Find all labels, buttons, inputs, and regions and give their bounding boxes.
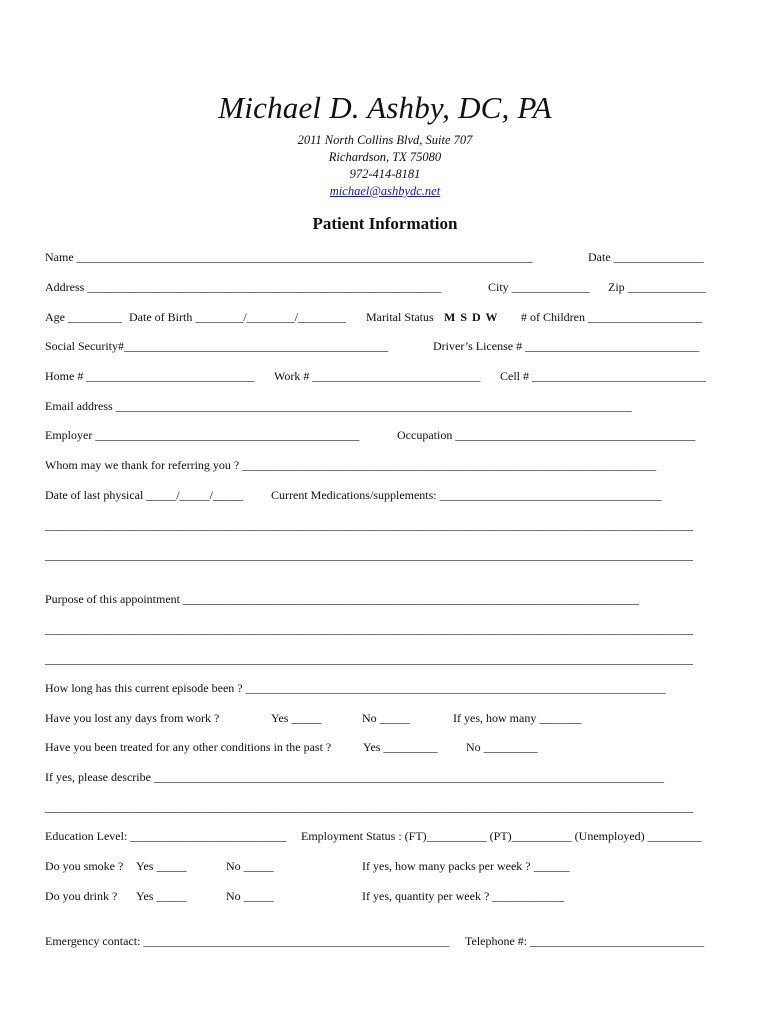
describe-line-2[interactable]: ____________________________________________________________________________________________________________ bbox=[45, 800, 693, 814]
address-line-1: 2011 North Collins Blvd, Suite 707 bbox=[297, 133, 473, 147]
last-physical-field[interactable]: Date of last physical _____/_____/_____ bbox=[45, 488, 243, 502]
email-address-field[interactable]: Email address ______________________________________________________________________________________ bbox=[45, 399, 632, 413]
purpose-line-2[interactable]: ____________________________________________________________________________________________________________ bbox=[45, 622, 693, 636]
purpose-field[interactable]: Purpose of this appointment ____________________________________________________________________________ bbox=[45, 592, 639, 606]
medications-field[interactable]: Current Medications/supplements: _____________________________________ bbox=[271, 488, 662, 502]
address-field[interactable]: Address ___________________________________________________________ bbox=[45, 280, 442, 294]
email-line bbox=[0, 183, 770, 200]
name-field[interactable]: Name ____________________________________________________________________________ bbox=[45, 250, 533, 264]
phone-number: 972-414-8181 bbox=[349, 167, 421, 181]
date-field[interactable]: Date _______________ bbox=[588, 250, 704, 264]
smoke-packs[interactable]: If yes, how many packs per week ? ______ bbox=[362, 859, 570, 873]
episode-duration-field[interactable]: How long has this current episode been ? ______________________________________________________________________ bbox=[45, 681, 666, 695]
zip-field[interactable]: Zip _____________ bbox=[608, 280, 706, 294]
employment-status-field[interactable]: Employment Status : (FT)__________ (PT)__________ (Unemployed) _________ bbox=[301, 829, 702, 843]
emergency-telephone-field[interactable]: Telephone #: _____________________________ bbox=[465, 934, 705, 948]
describe-field[interactable]: If yes, please describe _____________________________________________________________________________________ bbox=[45, 770, 664, 784]
marital-status-options[interactable]: M S D W bbox=[444, 310, 499, 324]
medications-line-3[interactable]: ____________________________________________________________________________________________________________ bbox=[45, 548, 693, 562]
dob-field[interactable]: Date of Birth ________/________/________ bbox=[129, 310, 346, 324]
purpose-line-3[interactable]: ____________________________________________________________________________________________________________ bbox=[45, 652, 693, 666]
drink-quantity[interactable]: If yes, quantity per week ? ____________ bbox=[362, 889, 565, 903]
home-phone-field[interactable]: Home # ____________________________ bbox=[45, 369, 255, 383]
practice-name: Michael D. Ashby, DC, PA bbox=[218, 90, 552, 125]
lost-days-question: Have you lost any days from work ? bbox=[45, 711, 220, 725]
drivers-license-field[interactable]: Driver’s License # _____________________________ bbox=[433, 339, 700, 353]
lost-days-count[interactable]: If yes, how many _______ bbox=[453, 711, 582, 725]
cell-phone-field[interactable]: Cell # _____________________________ bbox=[500, 369, 706, 383]
lost-days-no[interactable]: No _____ bbox=[362, 711, 410, 725]
children-field[interactable]: # of Children ___________________ bbox=[521, 310, 702, 324]
smoke-question: Do you smoke ? bbox=[45, 859, 124, 873]
marital-status-label: Marital Status bbox=[366, 310, 434, 324]
form-title: Patient Information bbox=[312, 214, 458, 233]
social-security-field[interactable]: Social Security#____________________________________________ bbox=[45, 339, 388, 353]
treated-yes[interactable]: Yes _________ bbox=[363, 740, 438, 754]
work-phone-field[interactable]: Work # ____________________________ bbox=[274, 369, 481, 383]
drink-no[interactable]: No _____ bbox=[226, 889, 274, 903]
smoke-yes[interactable]: Yes _____ bbox=[136, 859, 187, 873]
lost-days-yes[interactable]: Yes _____ bbox=[271, 711, 322, 725]
email-link[interactable]: michael@ashbydc.net bbox=[329, 184, 441, 198]
treated-question: Have you been treated for any other conditions in the past ? bbox=[45, 740, 332, 754]
occupation-field[interactable]: Occupation ________________________________________ bbox=[397, 428, 696, 442]
address-line-2: Richardson, TX 75080 bbox=[328, 150, 442, 164]
smoke-no[interactable]: No _____ bbox=[226, 859, 274, 873]
drink-yes[interactable]: Yes _____ bbox=[136, 889, 187, 903]
city-field[interactable]: City _____________ bbox=[488, 280, 590, 294]
treated-no[interactable]: No _________ bbox=[466, 740, 538, 754]
emergency-contact-field[interactable]: Emergency contact: ___________________________________________________ bbox=[45, 934, 450, 948]
employer-field[interactable]: Employer ____________________________________________ bbox=[45, 428, 360, 442]
education-field[interactable]: Education Level: __________________________ bbox=[45, 829, 287, 843]
drink-question: Do you drink ? bbox=[45, 889, 118, 903]
medications-line-2[interactable]: ____________________________________________________________________________________________________________ bbox=[45, 518, 693, 532]
age-field[interactable]: Age _________ bbox=[45, 310, 122, 324]
referral-field[interactable]: Whom may we thank for referring you ? _____________________________________________________________________ bbox=[45, 458, 657, 472]
